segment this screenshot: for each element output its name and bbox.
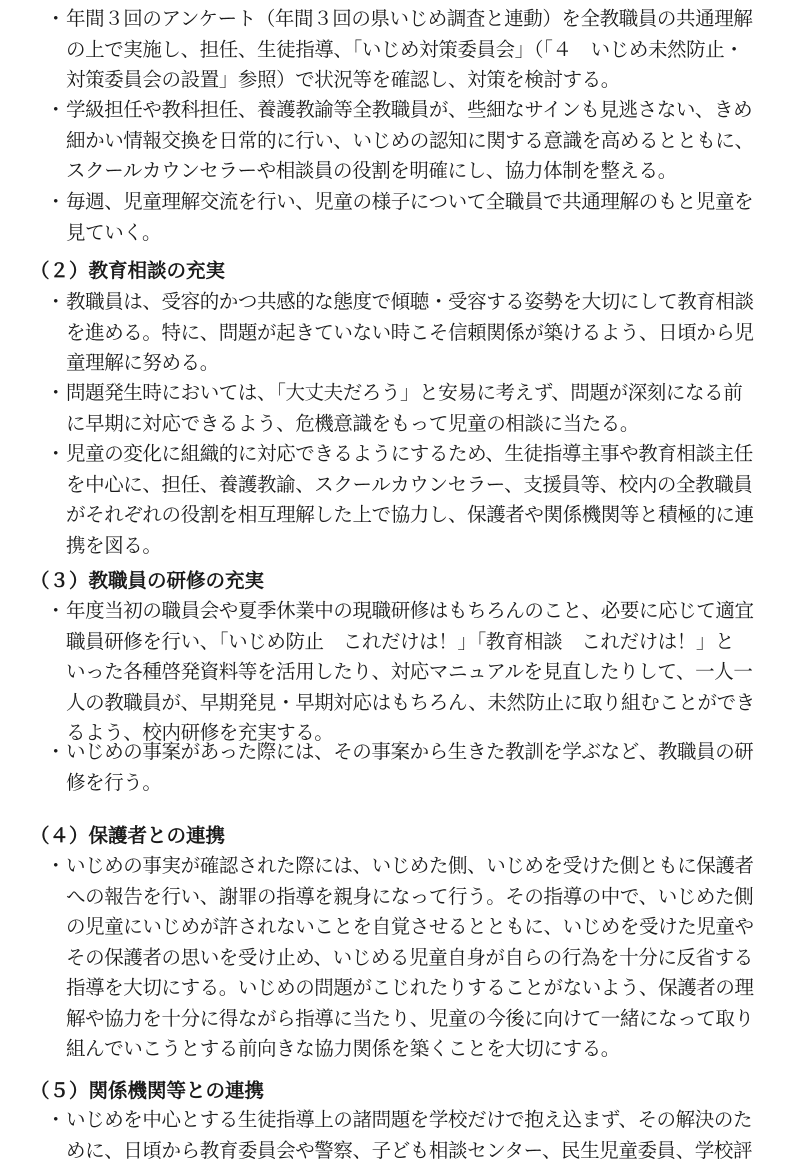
text-line: を中心に、担任、養護教諭、スクールカウンセラー、支援員等、校内の全教職員 [46, 470, 786, 501]
text-line: 児童の変化に組織的に対応できるようにするため、生徒指導主事や教育相談主任 [46, 439, 786, 470]
text-line: 修を行う。 [46, 768, 786, 799]
text-line: の児童にいじめが許されないことを自覚させるとともに、いじめを受けた児童や [46, 912, 786, 943]
list-item [46, 851, 786, 1065]
text-line [46, 35, 786, 66]
list-item [46, 187, 786, 248]
list-item [46, 737, 786, 798]
bullet-marker: ・ [46, 187, 64, 218]
text-line: るよう、校内研修を充実する。 [46, 718, 786, 749]
text-line: がそれぞれの役割を相互理解した上で協力し、保護者や関係機関等と積極的に連 [46, 500, 786, 531]
text-line: に早期に対応できるよう、危機意識をもって児童の相談に当たる。 [46, 409, 786, 440]
list-item [46, 287, 786, 379]
text-line: いった各種啓発資料等を活用したり、対応マニュアルを見直したりして、一人一 [46, 657, 786, 688]
bullet-marker: ・ [46, 1105, 64, 1136]
text-line: いじめの事案があった際には、その事案から生きた教訓を学ぶなど、教職員の研 [46, 737, 786, 768]
text-line: を進める。特に、問題が起きていない時こそ信頼関係が築けるよう、日頃から児 [46, 318, 786, 349]
text-line: 見ていく。 [46, 218, 786, 249]
text-line: 対策委員会の設置」参照）で状況等を確認し、対策を検討する。 [46, 65, 786, 96]
text-line: 年間３回のアンケート（年間３回の県いじめ調査と連動）を全教職員の共通理解 [46, 4, 786, 35]
bullet-marker: ・ [46, 737, 64, 768]
text-line: 人の教職員が、早期発見・早期対応はもちろん、未然防止に取り組むことができ [46, 688, 786, 719]
list-item [46, 596, 786, 749]
text-line: への報告を行い、謝罪の指導を親身になって行う。その指導の中で、いじめた側 [46, 882, 786, 913]
bullet-marker: ・ [46, 378, 64, 409]
text-line: めに、日頃から教育委員会や警察、子ども相談センター、民生児童委員、学校評 [46, 1136, 786, 1166]
list-item [46, 439, 786, 561]
list-item [46, 95, 786, 187]
text-line: その保護者の思いを受け止め、いじめる児童自身が自らの行為を十分に反省する [46, 943, 786, 974]
text-line: 年度当初の職員会や夏季休業中の現職研修はもちろんのこと、必要に応じて適宜 [46, 596, 786, 627]
text-line: 細かい情報交換を日常的に行い、いじめの認知に関する意識を高めるとともに、 [46, 126, 786, 157]
bullet-marker: ・ [46, 596, 64, 627]
bullet-marker: ・ [46, 287, 64, 318]
text-line: 学級担任や教科担任、養護教諭等全教職員が、些細なサインも見逃さない、きめ [46, 95, 786, 126]
text-line: 携を図る。 [46, 531, 786, 562]
list-item [46, 378, 786, 439]
text-line: 教職員は、受容的かつ共感的な態度で傾聴・受容する姿勢を大切にして教育相談 [46, 287, 786, 318]
bullet-marker: ・ [46, 851, 64, 882]
section-heading: （３）教職員の研修の充実 [30, 566, 264, 596]
text-line: いじめを中心とする生徒指導上の諸問題を学校だけで抱え込まず、その解決のた [46, 1105, 786, 1136]
text-line: 問題発生時においては、「大丈夫だろう」と安易に考えず、問題が深刻になる前 [46, 378, 786, 409]
text-line: いじめの事実が確認された際には、いじめた側、いじめを受けた側ともに保護者 [46, 851, 786, 882]
bullet-marker: ・ [46, 439, 64, 470]
list-item [46, 1105, 786, 1166]
bullet-marker: ・ [46, 4, 64, 35]
text-line: 指導を大切にする。いじめの問題がこじれたりすることがないよう、保護者の理 [46, 973, 786, 1004]
bullet-marker: ・ [46, 95, 64, 126]
section-heading: （２）教育相談の充実 [30, 256, 225, 286]
text-line: 解や協力を十分に得ながら指導に当たり、児童の今後に向けて一緒になって取り [46, 1004, 786, 1035]
text-line: 職員研修を行い、「いじめ防止 これだけは！」「教育相談 これだけは！」と [46, 627, 786, 658]
text-line: 組んでいこうとする前向きな協力関係を築くことを大切にする。 [46, 1034, 786, 1065]
text-line: スクールカウンセラーや相談員の役割を明確にし、協力体制を整える。 [46, 156, 786, 187]
section-heading: （５）関係機関等との連携 [30, 1076, 264, 1106]
section-heading: （４）保護者との連携 [30, 821, 225, 851]
text-line: 童理解に努める。 [46, 348, 786, 379]
list-item [46, 4, 786, 96]
text-segment: の上で実施し、担任、生徒指導、「いじめ対策委員会」（「４ いじめ未然防止・ [66, 38, 743, 61]
text-line: 毎週、児童理解交流を行い、児童の様子について全職員で共通理解のもと児童を [46, 187, 786, 218]
